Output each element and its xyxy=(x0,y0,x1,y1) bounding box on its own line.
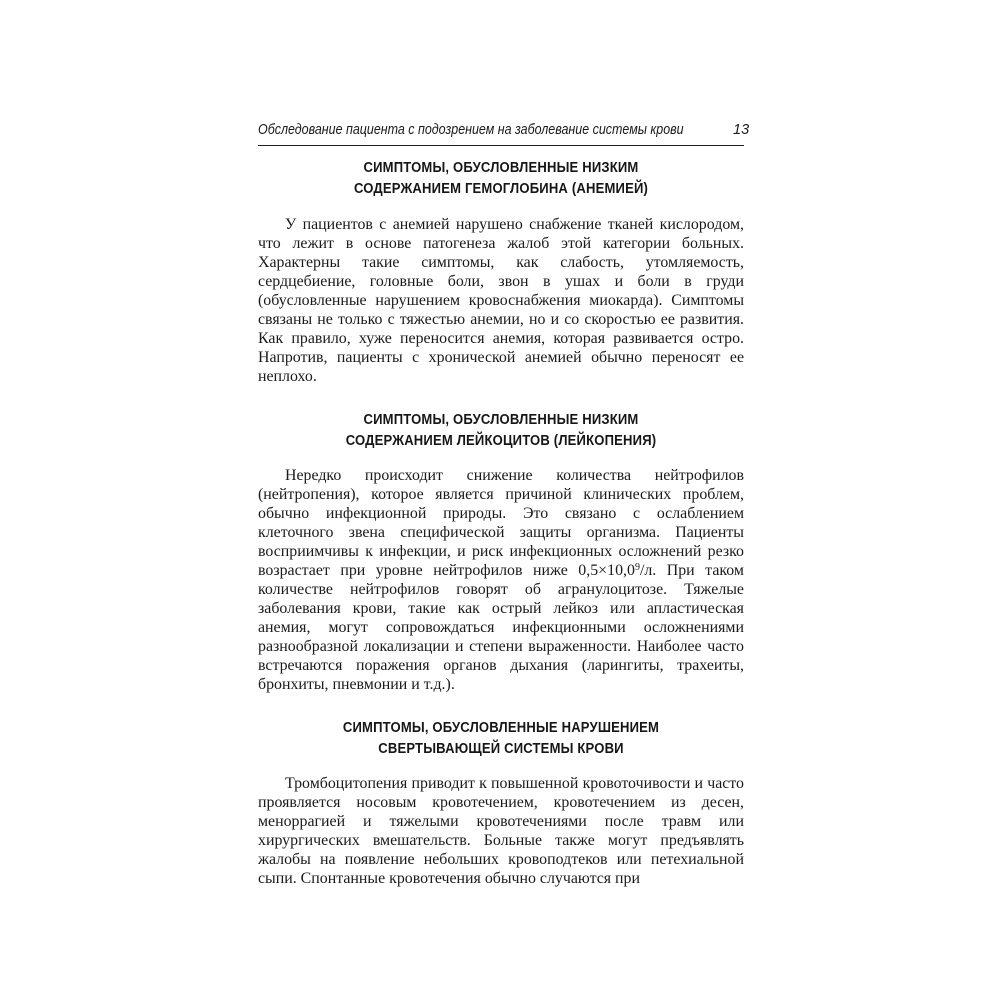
section-heading-line: СОДЕРЖАНИЕМ ГЕМОГЛОБИНА (АНЕМИЕЙ) xyxy=(353,181,649,197)
section-anemia xyxy=(258,158,744,386)
section-paragraph: Тромбоцитопения приводит к повышенной кровоточивости и часто проявляется носовым кровотечением, кровотечением из десен, меноррагией и тяжелыми кровотечениями после травм или хирургических вмешательств. Больные также могут предъявлять жалобы на появление небольших кровоподтеков или петехиальной сыпи. Спонтанные кровотечения обычно случаются при xyxy=(258,775,744,887)
section-paragraph xyxy=(258,466,744,694)
section-coagulation xyxy=(258,718,744,888)
section-heading-line: СВЕРТЫВАЮЩЕЙ СИСТЕМЫ КРОВИ xyxy=(378,741,624,757)
section-heading-line: СОДЕРЖАНИЕМ ЛЕЙКОЦИТОВ (ЛЕЙКОПЕНИЯ) xyxy=(345,433,657,449)
running-head xyxy=(258,118,684,142)
page-number: 13 xyxy=(733,122,750,138)
section-heading xyxy=(282,410,719,452)
section-heading xyxy=(282,718,719,760)
section-heading-line: СИМПТОМЫ, ОБУСЛОВЛЕННЫЕ НИЗКИМ xyxy=(363,412,639,428)
paragraph-text: /л. При таком количестве нейтрофилов говорят об агранулоцитозе. Тяжелые заболевания крови, такие как острый лейкоз или апластическая анемия, могут сопровождаться инфекционными осложнениями разнообразной локализации и степени выраженности. Наиболее часто встречаются поражения органов дыхания (ларингиты, трахеиты, бронхиты, пневмонии и т.д.). xyxy=(258,562,744,693)
header-rule xyxy=(258,145,744,146)
exponent: 9 xyxy=(634,562,640,573)
section-paragraph: У пациентов с анемией нарушено снабжение тканей кислородом, что лежит в основе патогенеза жалоб этой категории больных. Характерны такие симптомы, как слабость, утомляемость, сердцебиение, головные боли, звон в ушах и боли в груди (обусловленные нарушением кровоснабжения миокарда). Симптомы связаны не только с тяжестью анемии, но и со скоростью ее развития. Как правило, хуже переносится анемия, которая развивается остро. Напротив, пациенты с хронической анемией обычно переносят ее неплохо. xyxy=(258,216,744,385)
section-leukopenia xyxy=(258,410,744,694)
paragraph-text: Нередко происходит снижение количества нейтрофилов (нейтропения), которое является причиной клинических проблем, обычно инфекционной природы. Это связано с ослаблением клеточного звена специфической защиты организма. Пациенты восприимчивы к инфекции, и риск инфекционных осложнений резко возрастает при уровне нейтрофилов ниже 0,5×10,0 xyxy=(258,467,744,579)
page-body xyxy=(258,158,744,888)
section-heading-line: СИМПТОМЫ, ОБУСЛОВЛЕННЫЕ НИЗКИМ xyxy=(363,160,639,176)
section-heading xyxy=(282,158,719,200)
section-heading-line: СИМПТОМЫ, ОБУСЛОВЛЕННЫЕ НАРУШЕНИЕМ xyxy=(342,720,660,736)
running-head-title: Обследование пациента с подозрением на заболевание системы крови xyxy=(258,122,684,138)
